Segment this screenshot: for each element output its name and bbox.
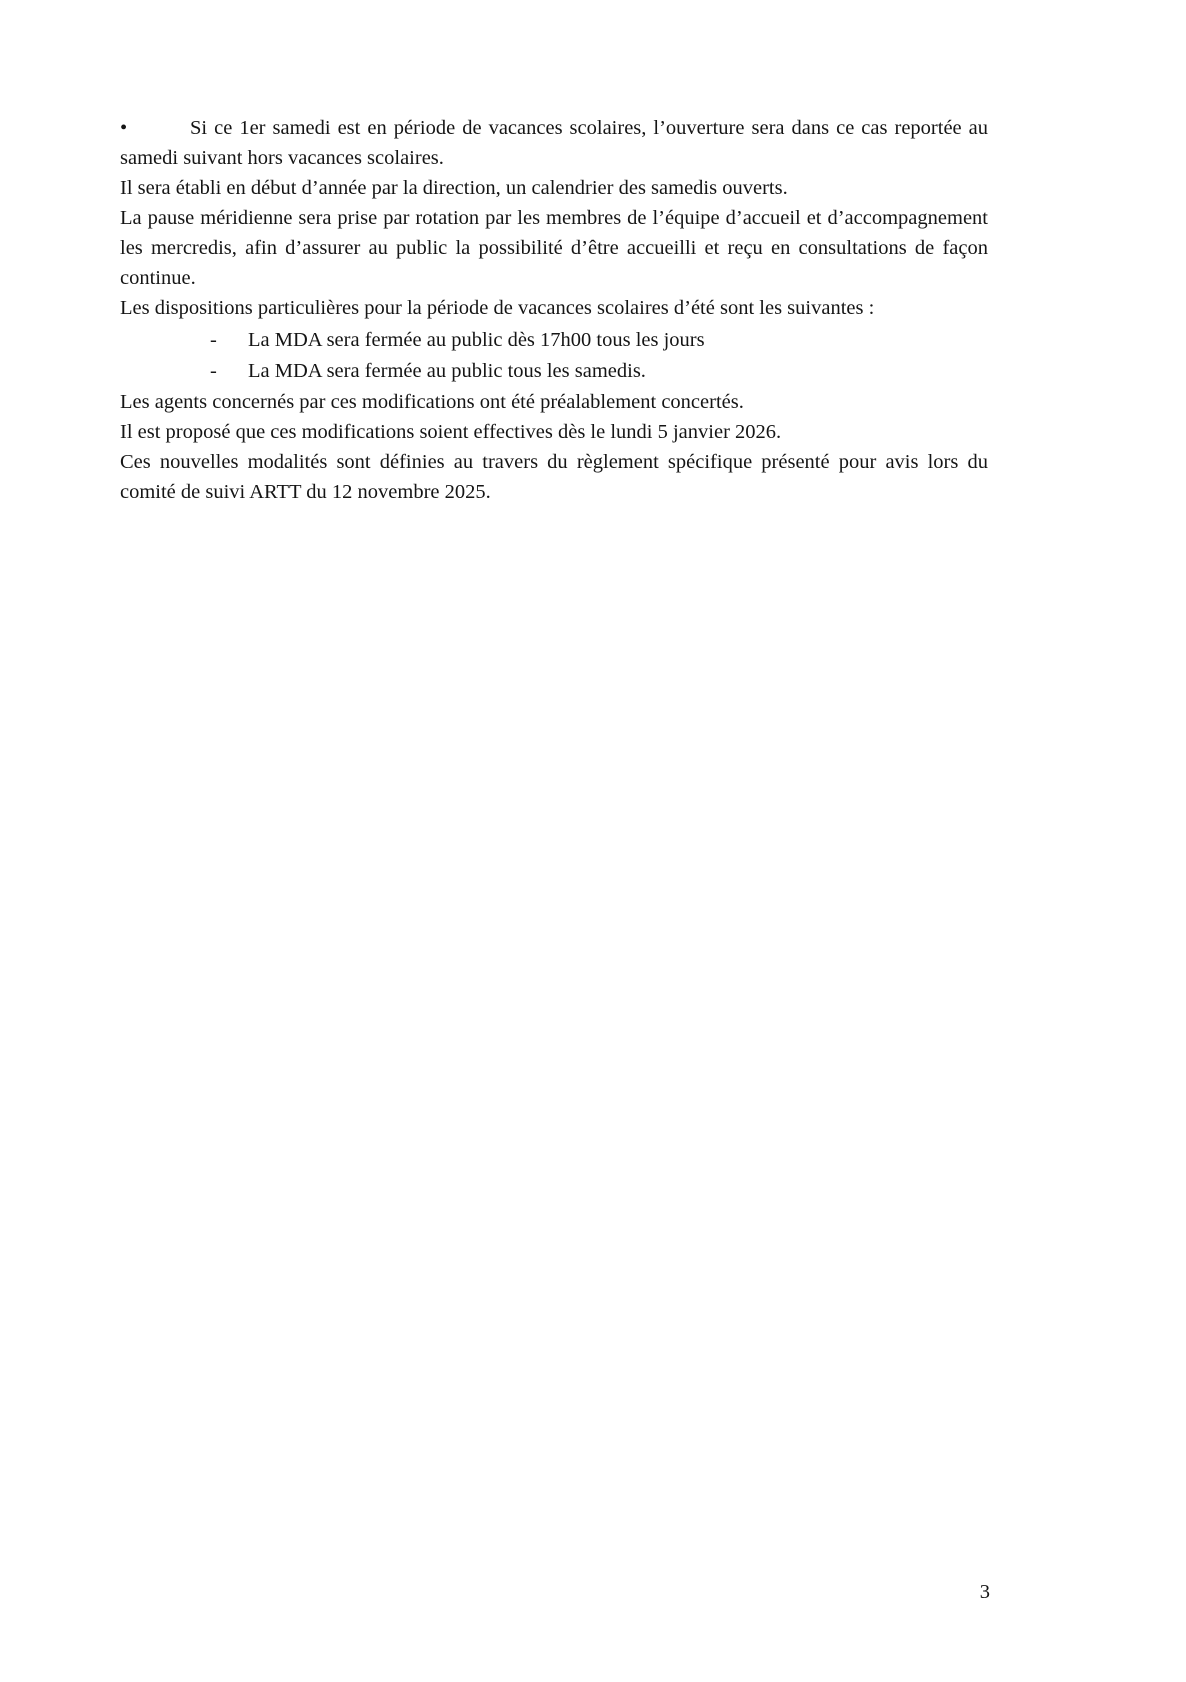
paragraph-agents — [120, 387, 988, 417]
document-body — [120, 113, 988, 507]
paragraph-pause-meridienne — [120, 203, 988, 293]
paragraph-proposal-text: Il est proposé que ces modifications soient effectives dès le lundi 5 janvier 2026. — [120, 421, 782, 443]
paragraph-bullet-saturday-text: Si ce 1er samedi est en période de vacances scolaires, l’ouverture sera dans ce cas reportée au samedi suivant hors vacances scolaires. — [120, 117, 988, 169]
paragraph-agents-text: Les agents concernés par ces modifications ont été préalablement concertés. — [120, 391, 744, 413]
list-item-text: La MDA sera fermée au public dès 17h00 tous les jours — [248, 329, 705, 351]
list-item — [210, 356, 988, 387]
paragraph-modalites — [120, 447, 988, 507]
paragraph-pause-meridienne-text: La pause méridienne sera prise par rotation par les membres de l’équipe d’accueil et d’accompagnement les mercredis, afin d’assurer au public la possibilité d’être accueilli et reçu en consultations de façon continue. — [120, 207, 988, 289]
page-number: 3 — [979, 1581, 990, 1603]
dash-marker: - — [210, 360, 217, 382]
list-item-text: La MDA sera fermée au public tous les samedis. — [248, 360, 646, 382]
paragraph-bullet-saturday — [120, 113, 988, 173]
paragraph-modalites-text: Ces nouvelles modalités sont définies au travers du règlement spécifique présenté pour avis lors du comité de suivi ARTT du 12 novembre 2025. — [120, 451, 988, 503]
list-item — [210, 325, 988, 356]
dash-marker: - — [210, 329, 217, 351]
paragraph-calendar-text: Il sera établi en début d’année par la direction, un calendrier des samedis ouverts. — [120, 177, 788, 199]
paragraph-calendar — [120, 173, 988, 203]
paragraph-dispositions-intro — [120, 293, 988, 323]
paragraph-dispositions-intro-text: Les dispositions particulières pour la période de vacances scolaires d’été sont les suivantes : — [120, 297, 875, 319]
dispositions-list — [120, 325, 988, 387]
paragraph-proposal — [120, 417, 988, 447]
bullet-marker: • — [120, 117, 128, 139]
